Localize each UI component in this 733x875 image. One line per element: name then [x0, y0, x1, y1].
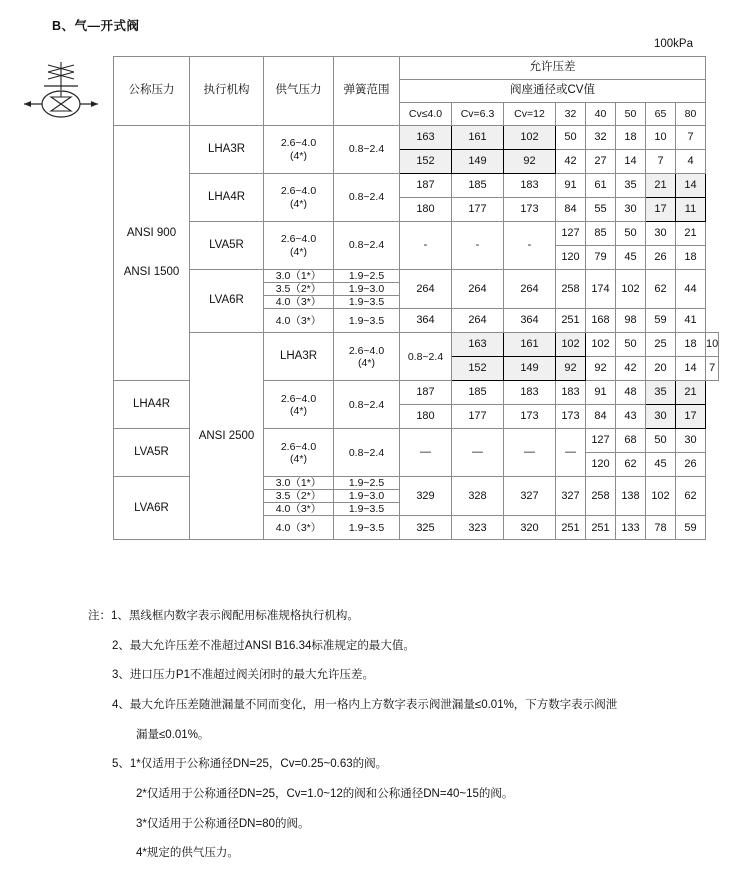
value-cell: 50	[646, 429, 676, 453]
value-cell: 102	[504, 126, 556, 150]
value-cell: 180	[400, 198, 452, 222]
value-cell: 7	[676, 126, 706, 150]
spring-cell: 1.9~3.0	[334, 490, 400, 503]
actuator-cell: LVA6R	[190, 270, 264, 333]
actuator-cell: LVA5R	[114, 429, 190, 477]
value-cell: 102	[586, 333, 616, 357]
value-cell: 10	[646, 126, 676, 150]
value-cell: 180	[400, 405, 452, 429]
actuator-cell: LHA3R	[264, 333, 334, 381]
note-item: 1、黑线框内数字表示阀配用标准规格执行机构。	[111, 610, 359, 622]
note-line: 4、最大允许压差随泄漏量不同而变化，用一格内上方数字表示阀泄漏量≤0.01%，下方数字表示阀泄	[112, 699, 618, 712]
value-cell: 258	[586, 477, 616, 516]
value-cell: 18	[676, 333, 706, 357]
value-cell: 120	[586, 453, 616, 477]
value-cell: 55	[586, 198, 616, 222]
value-cell: 364	[504, 309, 556, 333]
value-cell: 20	[646, 357, 676, 381]
value-cell: 21	[646, 174, 676, 198]
table-row	[114, 270, 719, 283]
note-line: 4*规定的供气压力。	[136, 847, 239, 860]
value-cell: 79	[586, 246, 616, 270]
value-cell: 44	[676, 270, 706, 309]
value-cell: 328	[452, 477, 504, 516]
value-cell: 92	[586, 357, 616, 381]
supply-cell	[264, 381, 334, 429]
table-row	[114, 174, 719, 198]
value-cell: 185	[452, 174, 504, 198]
actuator-cell: LHA4R	[190, 174, 264, 222]
spring-cell: 1.9~3.0	[334, 283, 400, 296]
value-cell: —	[400, 429, 452, 477]
value-cell: 26	[646, 246, 676, 270]
value-cell: 85	[586, 222, 616, 246]
spring-cell: 0.8~2.4	[334, 174, 400, 222]
supply-note: (4*)	[290, 452, 307, 465]
spring-cell: 0.8~2.4	[334, 381, 400, 429]
actuator-cell: LVA5R	[190, 222, 264, 270]
supply-cell: 4.0（3*）	[264, 503, 334, 516]
supply-note: (4*)	[290, 197, 307, 210]
value-cell: 264	[452, 270, 504, 309]
supply-cell	[264, 126, 334, 174]
value-cell: 91	[556, 174, 586, 198]
spring-cell: 1.9~2.5	[334, 270, 400, 283]
header-spring-range: 弹簧范围	[334, 57, 400, 126]
header-cv-group-0: Cv≤4.0	[400, 103, 452, 126]
supply-cell	[264, 429, 334, 477]
note-line: 2*仅适用于公称通径DN=25，Cv=1.0~12的阀和公称通径DN=40~15的阀。	[136, 788, 514, 801]
notes-section	[88, 608, 708, 875]
value-cell: 152	[452, 357, 504, 381]
value-cell: 264	[504, 270, 556, 309]
supply-cell: 3.5（2*）	[264, 283, 334, 296]
value-cell: 174	[586, 270, 616, 309]
pressure-unit-label: 100kPa	[653, 38, 693, 50]
value-cell: 173	[504, 198, 556, 222]
value-cell: 325	[400, 516, 452, 540]
value-cell: 14	[676, 357, 706, 381]
value-cell: 183	[504, 381, 556, 405]
spring-cell: 1.9~2.5	[334, 477, 400, 490]
value-cell: -	[452, 222, 504, 270]
header-cv-group-1: Cv=6.3	[452, 103, 504, 126]
value-cell: 62	[616, 453, 646, 477]
value-cell: 45	[646, 453, 676, 477]
value-cell: 92	[556, 357, 586, 381]
value-cell: 30	[616, 198, 646, 222]
value-cell: 329	[400, 477, 452, 516]
header-dn-0: 32	[556, 103, 586, 126]
value-cell: 327	[556, 477, 586, 516]
value-cell: 183	[556, 381, 586, 405]
value-cell: 35	[646, 381, 676, 405]
value-cell: 84	[556, 198, 586, 222]
supply-cell: 3.0（1*）	[264, 270, 334, 283]
value-cell: 187	[400, 381, 452, 405]
supply-value: 2.6~4.0	[280, 185, 317, 198]
value-cell: 138	[616, 477, 646, 516]
supply-value: 2.6~4.0	[280, 392, 317, 405]
note-line: 3*仅适用于公称通径DN=80的阀。	[136, 817, 310, 830]
value-cell: 14	[616, 150, 646, 174]
value-cell: 149	[452, 150, 504, 174]
group-label-0	[114, 126, 190, 381]
value-cell: 127	[556, 222, 586, 246]
supply-cell: 3.0（1*）	[264, 477, 334, 490]
value-cell: 133	[616, 516, 646, 540]
supply-note: (4*)	[290, 404, 307, 417]
value-cell: 62	[676, 477, 706, 516]
value-cell: 120	[556, 246, 586, 270]
supply-value: 2.6~4.0	[280, 137, 317, 150]
table-row	[114, 222, 719, 246]
value-cell: 98	[616, 309, 646, 333]
table-header-row-1	[114, 57, 719, 80]
value-cell: 59	[676, 516, 706, 540]
value-cell: 320	[504, 516, 556, 540]
value-cell: 25	[646, 333, 676, 357]
value-cell: 21	[676, 222, 706, 246]
spring-cell: 0.8~2.4	[334, 222, 400, 270]
value-cell: 163	[400, 126, 452, 150]
value-cell: 26	[676, 453, 706, 477]
table-row	[114, 126, 719, 150]
spring-cell: 1.9~3.5	[334, 296, 400, 309]
value-cell: 78	[646, 516, 676, 540]
supply-cell: 4.0（3*）	[264, 516, 334, 540]
supply-note: (4*)	[358, 356, 375, 369]
group-label-line: ANSI 1500	[123, 266, 180, 279]
value-cell: 127	[586, 429, 616, 453]
value-cell: 43	[616, 405, 646, 429]
header-dn-2: 50	[616, 103, 646, 126]
supply-cell	[264, 174, 334, 222]
value-cell: 7	[706, 357, 719, 381]
value-cell: 30	[676, 429, 706, 453]
supply-cell	[334, 333, 400, 381]
header-supply-pressure: 供气压力	[264, 57, 334, 126]
value-cell: 323	[452, 516, 504, 540]
value-cell: 7	[646, 150, 676, 174]
spring-cell: 0.8~2.4	[400, 333, 452, 381]
supply-note: (4*)	[290, 149, 307, 162]
value-cell: 4	[676, 150, 706, 174]
value-cell: 364	[400, 309, 452, 333]
value-cell: 168	[586, 309, 616, 333]
value-cell: 102	[556, 333, 586, 357]
note-line: 2、最大允许压差不准超过ANSI B16.34标准规定的最大值。	[112, 639, 415, 652]
value-cell: 10	[706, 333, 719, 357]
value-cell: 264	[452, 309, 504, 333]
value-cell: 68	[616, 429, 646, 453]
value-cell: —	[452, 429, 504, 477]
supply-cell: 4.0（3*）	[264, 296, 334, 309]
value-cell: 258	[556, 270, 586, 309]
value-cell: 92	[504, 150, 556, 174]
table-row	[114, 333, 719, 357]
value-cell: 84	[586, 405, 616, 429]
header-allowed-differential: 允许压差	[400, 57, 706, 80]
supply-value: 2.6~4.0	[280, 233, 317, 246]
value-cell: 185	[452, 381, 504, 405]
value-cell: 30	[646, 405, 676, 429]
value-cell: 264	[400, 270, 452, 309]
supply-cell: 3.5（2*）	[264, 490, 334, 503]
supply-cell: 4.0（3*）	[264, 309, 334, 333]
value-cell: 173	[556, 405, 586, 429]
value-cell: 42	[616, 357, 646, 381]
value-cell: -	[400, 222, 452, 270]
value-cell: —	[556, 429, 586, 477]
value-cell: 177	[452, 198, 504, 222]
value-cell: 62	[646, 270, 676, 309]
value-cell: 50	[616, 333, 646, 357]
value-cell: 149	[504, 357, 556, 381]
spring-cell: 0.8~2.4	[334, 429, 400, 477]
value-cell: 14	[676, 174, 706, 198]
value-cell: 50	[616, 222, 646, 246]
value-cell: 327	[504, 477, 556, 516]
supply-value: 2.6~4.0	[280, 440, 317, 453]
actuator-cell: LHA3R	[190, 126, 264, 174]
value-cell: 161	[452, 126, 504, 150]
value-cell: 21	[676, 381, 706, 405]
note-line	[88, 608, 708, 625]
header-actuator: 执行机构	[190, 57, 264, 126]
value-cell: 50	[556, 126, 586, 150]
header-nominal-pressure: 公称压力	[114, 57, 190, 126]
value-cell: 152	[400, 150, 452, 174]
note-line: 5、1*仅适用于公称通径DN=25，Cv=0.25~0.63的阀。	[112, 758, 388, 771]
value-cell: 61	[586, 174, 616, 198]
value-cell: 17	[646, 198, 676, 222]
value-cell: 183	[504, 174, 556, 198]
note-line: 漏量≤0.01%。	[136, 728, 210, 741]
header-cv-group-2: Cv=12	[504, 103, 556, 126]
value-cell: 102	[616, 270, 646, 309]
value-cell: 187	[400, 174, 452, 198]
value-cell: 45	[616, 246, 646, 270]
value-cell: 251	[586, 516, 616, 540]
value-cell: 18	[616, 126, 646, 150]
main-table	[113, 56, 719, 540]
value-cell: 17	[676, 405, 706, 429]
actuator-cell: LVA6R	[114, 477, 190, 540]
spring-cell: 0.8~2.4	[334, 126, 400, 174]
value-cell: 251	[556, 516, 586, 540]
spring-cell: 1.9~3.5	[334, 516, 400, 540]
value-cell: -	[504, 222, 556, 270]
value-cell: 163	[452, 333, 504, 357]
group-label-line: ANSI 900	[126, 226, 177, 239]
supply-note: (4*)	[290, 245, 307, 258]
header-dn-4: 80	[676, 103, 706, 126]
value-cell: 18	[676, 246, 706, 270]
value-cell: 35	[616, 174, 646, 198]
value-cell: 41	[676, 309, 706, 333]
pressure-difference-table	[113, 56, 719, 540]
valve-symbol-diagram	[18, 60, 104, 130]
value-cell: 42	[556, 150, 586, 174]
spring-cell: 1.9~3.5	[334, 309, 400, 333]
value-cell: 91	[586, 381, 616, 405]
value-cell: 161	[504, 333, 556, 357]
value-cell: —	[504, 429, 556, 477]
spring-cell: 1.9~3.5	[334, 503, 400, 516]
value-cell: 48	[616, 381, 646, 405]
supply-value: 2.6~4.0	[348, 344, 385, 357]
value-cell: 32	[586, 126, 616, 150]
value-cell: 59	[646, 309, 676, 333]
header-dn-3: 65	[646, 103, 676, 126]
note-line: 3、进口压力P1不准超过阀关闭时的最大允许压差。	[112, 669, 374, 682]
value-cell: 173	[504, 405, 556, 429]
value-cell: 30	[646, 222, 676, 246]
supply-cell	[264, 222, 334, 270]
value-cell: 11	[676, 198, 706, 222]
actuator-cell: LHA4R	[114, 381, 190, 429]
header-dn-1: 40	[586, 103, 616, 126]
value-cell: 102	[646, 477, 676, 516]
section-title: B、气—开式阀	[52, 19, 140, 33]
group-label-1: ANSI 2500	[190, 333, 264, 540]
value-cell: 27	[586, 150, 616, 174]
notes-heading: 注：	[88, 610, 111, 622]
value-cell: 251	[556, 309, 586, 333]
header-seat-or-cv: 阀座通径或CV值	[400, 80, 706, 103]
value-cell: 177	[452, 405, 504, 429]
